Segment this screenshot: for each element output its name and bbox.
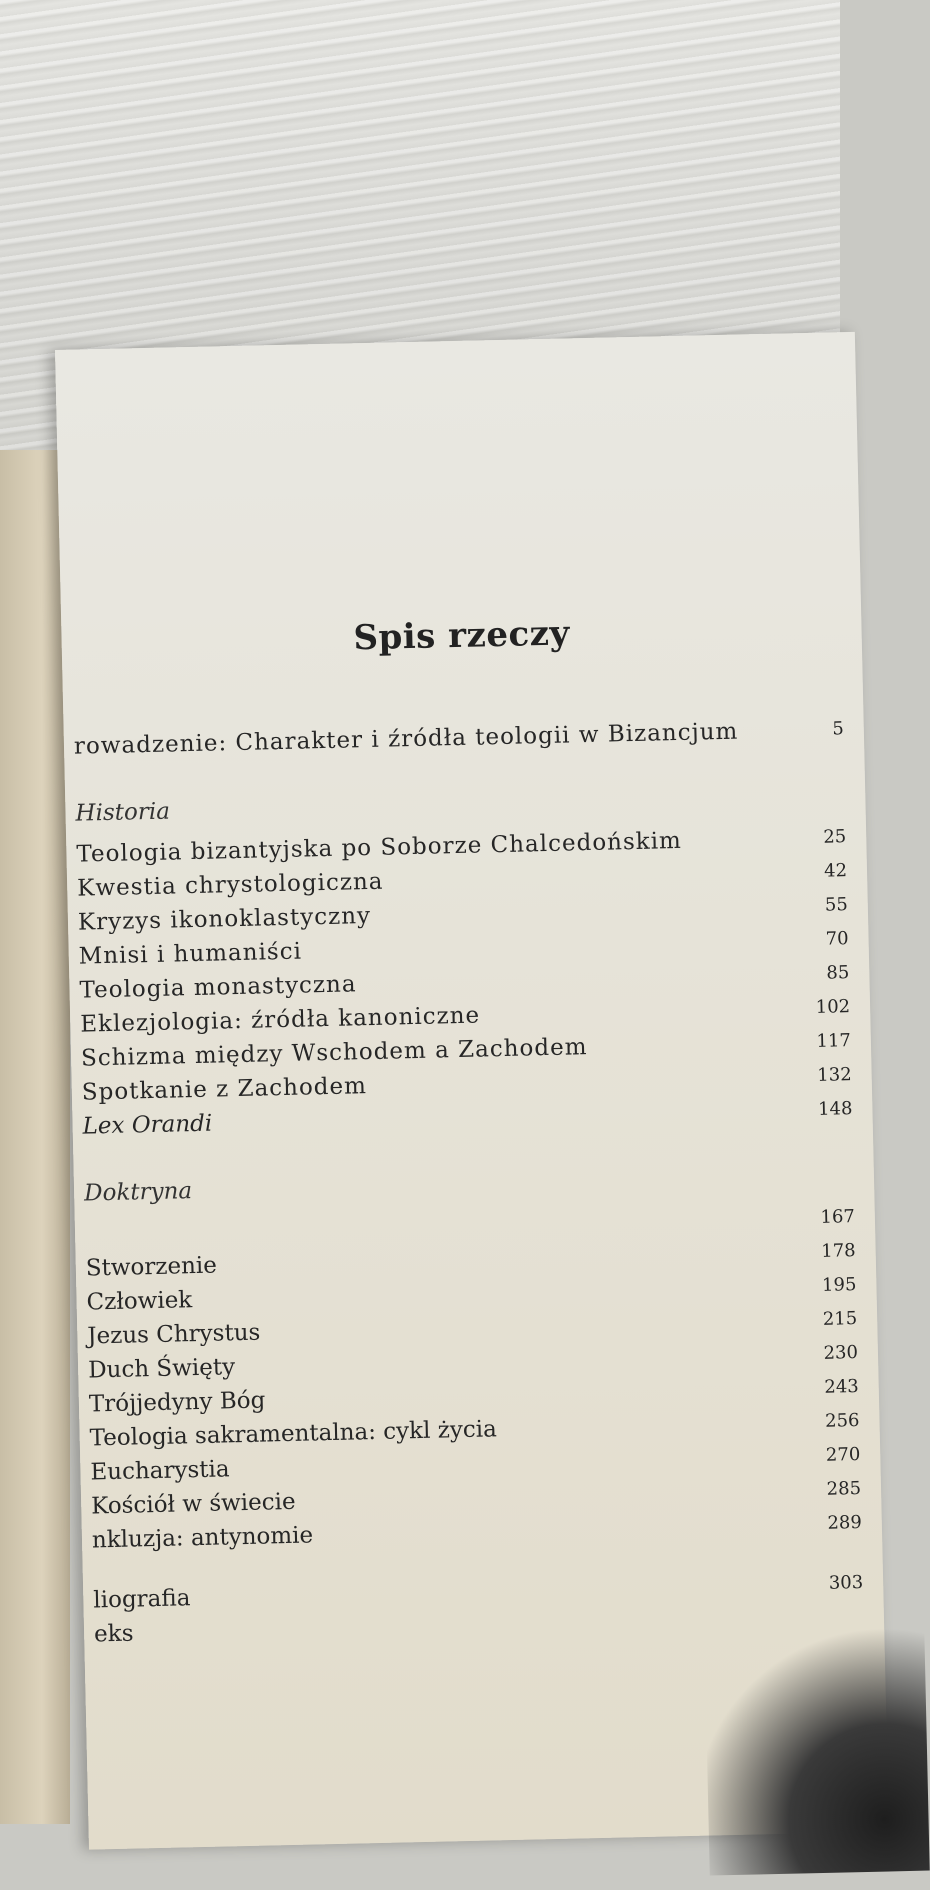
toc-entry: Kwestia chrystologiczna 42: [76, 860, 848, 902]
toc-entry: Spotkanie z Zachodem 132: [81, 1064, 852, 1106]
toc-entry: Teologia sakramentalna: cykl życia 256: [89, 1410, 860, 1452]
toc-entry: Eklezjologia: źródła kanoniczne 102: [80, 996, 851, 1038]
section-heading-historia: Historia: [75, 798, 171, 827]
toc-entry: 167: [820, 1206, 856, 1228]
toc-entry: Stworzenie 178: [85, 1240, 856, 1282]
toc-entry: Trójjedyny Bóg 243: [88, 1376, 859, 1418]
toc-entry: Kryzys ikonoklastyczny 55: [77, 894, 849, 936]
toc-intro-text: rowadzenie: Charakter i źródła teologii w Bizancjum: [73, 718, 739, 760]
toc-entry: Teologia monastyczna 85: [79, 962, 850, 1004]
table-of-contents: [74, 712, 865, 1651]
toc-entry: Lex Orandi 148: [82, 1098, 853, 1140]
toc-entry: Człowiek 195: [86, 1274, 857, 1316]
toc-bibliography-row: liografia 303: [93, 1571, 864, 1614]
toc-entry: Duch Święty 230: [87, 1342, 859, 1384]
left-page-edge: [0, 450, 70, 1824]
toc-entry: Teologia bizantyjska po Soborze Chalcedońskim 25: [76, 826, 847, 868]
section-heading-doktryna: Doktryna: [83, 1178, 193, 1207]
page-title: Spis rzeczy: [352, 613, 571, 659]
book-page: [55, 332, 889, 1850]
shadow-corner: [704, 1611, 930, 1876]
toc-entry: Kościół w świecie 285: [90, 1478, 862, 1520]
toc-entry: nkluzja: antynomie 289: [91, 1512, 863, 1554]
toc-entry: Jezus Chrystus 215: [87, 1308, 858, 1350]
toc-entry: Schizma między Wschodem a Zachodem 117: [80, 1030, 852, 1072]
toc-entry: Mnisi i humaniści 70: [78, 928, 849, 970]
toc-intro-page: 5: [832, 718, 845, 740]
toc-entry: Eucharystia 270: [90, 1444, 861, 1486]
toc-index-row: eks: [93, 1620, 134, 1648]
